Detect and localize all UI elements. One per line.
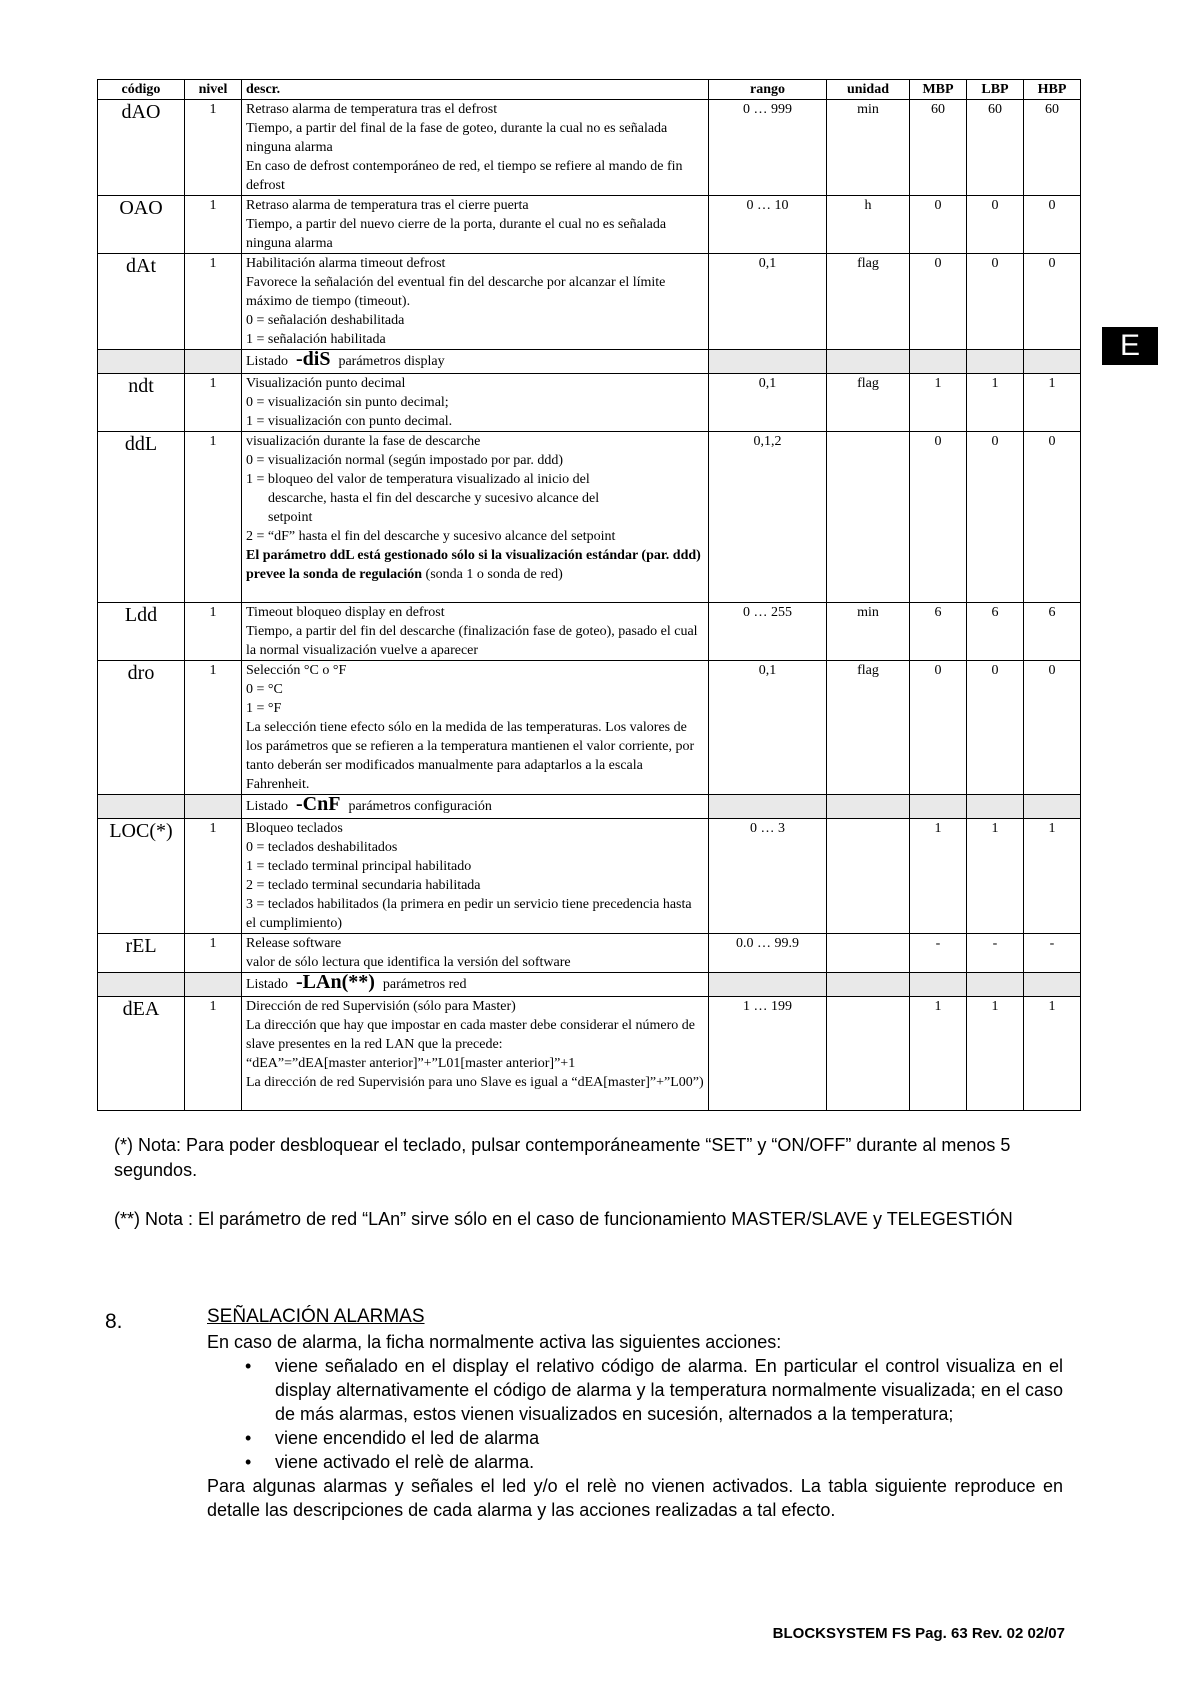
desc-line: 3 = teclados habilitados (la primera en pedir un servicio tiene precedencia hasta el cumplimiento)	[246, 897, 692, 931]
param-code: dEA	[98, 997, 185, 1111]
list-code: -diS	[296, 348, 331, 370]
param-description	[242, 661, 709, 795]
list-item	[207, 1450, 1063, 1474]
param-unidad	[827, 819, 910, 934]
param-rango: 0,1,2	[709, 432, 827, 603]
param-code: rEL	[98, 934, 185, 973]
param-unidad: min	[827, 100, 910, 196]
table-row	[98, 100, 1081, 196]
desc-line: Timeout bloqueo display en defrost	[246, 605, 445, 620]
section-closing: Para algunas alarmas y señales el led y/o el relè no vienen activados. La tabla siguiente reproduce en detalle las descripciones de cada alarma y las acciones realizadas a tal efecto.	[207, 1476, 1063, 1520]
param-nivel: 1	[185, 997, 242, 1111]
section-body	[207, 1330, 1063, 1522]
param-unidad: min	[827, 603, 910, 661]
note-lan: (**) Nota : El parámetro de red “LAn” sirve sólo en el caso de funcionamiento MASTER/SLAVE y TELEGESTIÓN	[114, 1209, 1013, 1229]
desc-line: setpoint	[268, 510, 313, 525]
desc-line: Tiempo, a partir del fin del descarche (finalización fase de goteo), pasado el cual la normal visualización vuelve a aparecer	[246, 624, 698, 658]
param-nivel: 1	[185, 196, 242, 254]
param-mbp: 60	[910, 100, 967, 196]
table-row	[98, 819, 1081, 934]
header-rango: rango	[709, 80, 827, 100]
param-lbp: 0	[967, 661, 1024, 795]
param-description	[242, 100, 709, 196]
list-title: parámetros display	[338, 354, 445, 369]
param-lbp: -	[967, 934, 1024, 973]
section-number: 8.	[105, 1310, 123, 1333]
desc-line: “dEA”=”dEA[master anterior]”+”L01[master anterior]”+1	[246, 1056, 576, 1071]
param-unidad: flag	[827, 254, 910, 350]
table-row	[98, 374, 1081, 432]
param-nivel: 1	[185, 374, 242, 432]
table-row	[98, 934, 1081, 973]
param-nivel: 1	[185, 819, 242, 934]
param-code: dAO	[98, 100, 185, 196]
param-lbp: 60	[967, 100, 1024, 196]
param-mbp: 1	[910, 997, 967, 1111]
header-codigo: código	[98, 80, 185, 100]
desc-line: 1 = señalación habilitada	[246, 332, 386, 347]
desc-line: 0 = visualización sin punto decimal;	[246, 395, 449, 410]
header-descr: descr.	[242, 80, 709, 100]
header-mbp: MBP	[910, 80, 967, 100]
param-hbp: 1	[1024, 997, 1081, 1111]
param-description	[242, 432, 709, 603]
table-row	[98, 254, 1081, 350]
table-header-row	[98, 80, 1081, 100]
section-row-display	[98, 350, 1081, 374]
list-item-text: viene encendido el led de alarma	[275, 1428, 540, 1448]
param-unidad	[827, 432, 910, 603]
param-rango: 0 … 999	[709, 100, 827, 196]
param-nivel: 1	[185, 934, 242, 973]
desc-line: 0 = °C	[246, 682, 283, 697]
section-label	[242, 973, 709, 997]
param-mbp: 1	[910, 374, 967, 432]
param-lbp: 6	[967, 603, 1024, 661]
list-item-text: viene activado el relè de alarma.	[275, 1452, 535, 1472]
param-mbp: 0	[910, 432, 967, 603]
param-description	[242, 603, 709, 661]
desc-line: Bloqueo teclados	[246, 821, 343, 836]
param-code: dro	[98, 661, 185, 795]
param-lbp: 1	[967, 819, 1024, 934]
param-hbp: 60	[1024, 100, 1081, 196]
desc-line: La dirección que hay que impostar en cada master debe considerar el número de slave presentes en la red LAN que la precede:	[246, 1018, 695, 1052]
page-footer: BLOCKSYSTEM FS Pag. 63 Rev. 02 02/07	[772, 1625, 1065, 1642]
section-title: SEÑALACIÓN ALARMAS	[207, 1306, 425, 1327]
list-label: Listado	[246, 799, 288, 814]
param-hbp: 1	[1024, 819, 1081, 934]
param-lbp: 1	[967, 374, 1024, 432]
param-nivel: 1	[185, 603, 242, 661]
desc-line: 2 = teclado terminal secundaria habilitada	[246, 878, 481, 893]
alarm-actions-list	[207, 1354, 1063, 1474]
param-unidad: h	[827, 196, 910, 254]
list-code: -CnF	[296, 793, 341, 815]
param-description	[242, 997, 709, 1111]
param-hbp: 6	[1024, 603, 1081, 661]
param-code: LOC(*)	[98, 819, 185, 934]
param-rango: 0.0 … 99.9	[709, 934, 827, 973]
header-lbp: LBP	[967, 80, 1024, 100]
param-nivel: 1	[185, 100, 242, 196]
section-label	[242, 350, 709, 374]
param-description	[242, 819, 709, 934]
list-item-text: viene señalado en el display el relativo código de alarma. En particular el control visualiza en el display alternativamente el código de alarma y la temperatura normalmente visualizada; en el caso de más alarmas, estos vienen visualizados en sucesión, alternados a la temperatura;	[275, 1356, 1063, 1424]
param-code: OAO	[98, 196, 185, 254]
param-hbp: 1	[1024, 374, 1081, 432]
desc-tail: (sonda 1 o sonda de red)	[425, 567, 563, 582]
param-rango: 0,1	[709, 254, 827, 350]
desc-line: 0 = teclados deshabilitados	[246, 840, 398, 855]
param-mbp: 1	[910, 819, 967, 934]
param-code: ddL	[98, 432, 185, 603]
header-unidad: unidad	[827, 80, 910, 100]
section-label	[242, 795, 709, 819]
desc-line: Favorece la señalación del eventual fin del descarche por alcanzar el límite máximo de tiempo (timeout).	[246, 275, 666, 309]
list-title: parámetros configuración	[348, 799, 492, 814]
section-row-configuracion	[98, 795, 1081, 819]
header-hbp: HBP	[1024, 80, 1081, 100]
list-label: Listado	[246, 354, 288, 369]
param-nivel: 1	[185, 254, 242, 350]
desc-line: 1 = teclado terminal principal habilitado	[246, 859, 472, 874]
bullet-icon: •	[245, 1428, 252, 1448]
param-hbp: 0	[1024, 254, 1081, 350]
param-code: dAt	[98, 254, 185, 350]
desc-line: Habilitación alarma timeout defrost	[246, 256, 446, 271]
param-rango: 1 … 199	[709, 997, 827, 1111]
table-row	[98, 661, 1081, 795]
list-item	[207, 1426, 1063, 1450]
param-hbp: 0	[1024, 432, 1081, 603]
list-item	[207, 1354, 1063, 1426]
param-rango: 0 … 3	[709, 819, 827, 934]
desc-line: 0 = visualización normal (según impostado por par. ddd)	[246, 453, 563, 468]
param-mbp: 0	[910, 254, 967, 350]
table-row	[98, 196, 1081, 254]
param-lbp: 0	[967, 432, 1024, 603]
param-hbp: -	[1024, 934, 1081, 973]
desc-line: valor de sólo lectura que identifica la versión del software	[246, 955, 571, 970]
desc-line: La dirección de red Supervisión para uno Slave es igual a “dEA[master]”+”L00”)	[246, 1075, 704, 1090]
param-description	[242, 374, 709, 432]
desc-line: Visualización punto decimal	[246, 376, 406, 391]
desc-line: 1 = bloqueo del valor de temperatura visualizado al inicio del	[246, 472, 590, 487]
note-keyboard: (*) Nota: Para poder desbloquear el teclado, pulsar contemporáneamente “SET” y “ON/OFF” durante al menos 5 segundos.	[114, 1135, 1011, 1180]
bullet-icon: •	[245, 1452, 252, 1472]
table-row	[98, 997, 1081, 1111]
desc-line: descarche, hasta el fin del descarche y sucesivo alcance del	[268, 491, 600, 506]
param-description	[242, 934, 709, 973]
param-rango: 0,1	[709, 374, 827, 432]
param-rango: 0,1	[709, 661, 827, 795]
table-row	[98, 432, 1081, 603]
bullet-icon: •	[245, 1356, 252, 1376]
param-code: Ldd	[98, 603, 185, 661]
param-rango: 0 … 10	[709, 196, 827, 254]
param-lbp: 0	[967, 254, 1024, 350]
list-code: -LAn(**)	[296, 971, 375, 993]
desc-line: En caso de defrost contemporáneo de red, el tiempo se refiere al mando de fin defrost	[246, 159, 683, 193]
desc-bold-note: El parámetro ddL está gestionado sólo si la visualización estándar (par. ddd) prevee la sonda de regulación	[246, 548, 701, 582]
param-mbp: 0	[910, 661, 967, 795]
desc-line: Retraso alarma de temperatura tras el defrost	[246, 102, 498, 117]
param-unidad: flag	[827, 374, 910, 432]
desc-line: 1 = visualización con punto decimal.	[246, 414, 453, 429]
header-nivel: nivel	[185, 80, 242, 100]
param-unidad	[827, 934, 910, 973]
desc-line: Selección °C o °F	[246, 663, 347, 678]
param-lbp: 1	[967, 997, 1024, 1111]
table-row	[98, 603, 1081, 661]
desc-line: Dirección de red Supervisión (sólo para Master)	[246, 999, 516, 1014]
desc-line: 1 = °F	[246, 701, 282, 716]
desc-line: 2 = “dF” hasta el fin del descarche y sucesivo alcance del setpoint	[246, 529, 616, 544]
desc-line: Release software	[246, 936, 342, 951]
param-mbp: -	[910, 934, 967, 973]
param-hbp: 0	[1024, 661, 1081, 795]
desc-line: Tiempo, a partir del final de la fase de goteo, durante la cual no es señalada ninguna alarma	[246, 121, 668, 155]
param-nivel: 1	[185, 432, 242, 603]
param-description	[242, 196, 709, 254]
desc-line: La selección tiene efecto sólo en la medida de las temperaturas. Los valores de los parámetros que se refieren a la temperatura mantienen el valor corriente, por tanto deberán ser modificados manualmente para adaptarlos a la escala Fahrenheit.	[246, 720, 695, 792]
desc-line: visualización durante la fase de descarche	[246, 434, 481, 449]
param-unidad	[827, 997, 910, 1111]
desc-line: 0 = señalación deshabilitada	[246, 313, 405, 328]
section-row-red	[98, 973, 1081, 997]
desc-line: Tiempo, a partir del nuevo cierre de la porta, durante el cual no es señalada ninguna alarma	[246, 217, 667, 251]
param-code: ndt	[98, 374, 185, 432]
section-intro: En caso de alarma, la ficha normalmente activa las siguientes acciones:	[207, 1332, 782, 1352]
param-hbp: 0	[1024, 196, 1081, 254]
param-rango: 0 … 255	[709, 603, 827, 661]
param-mbp: 0	[910, 196, 967, 254]
language-tab-e: E	[1102, 327, 1158, 365]
param-mbp: 6	[910, 603, 967, 661]
param-description	[242, 254, 709, 350]
list-title: parámetros red	[382, 977, 467, 992]
parameters-table	[97, 79, 1081, 1111]
desc-line: Retraso alarma de temperatura tras el cierre puerta	[246, 198, 529, 213]
param-unidad: flag	[827, 661, 910, 795]
param-lbp: 0	[967, 196, 1024, 254]
list-label: Listado	[246, 977, 288, 992]
param-nivel: 1	[185, 661, 242, 795]
